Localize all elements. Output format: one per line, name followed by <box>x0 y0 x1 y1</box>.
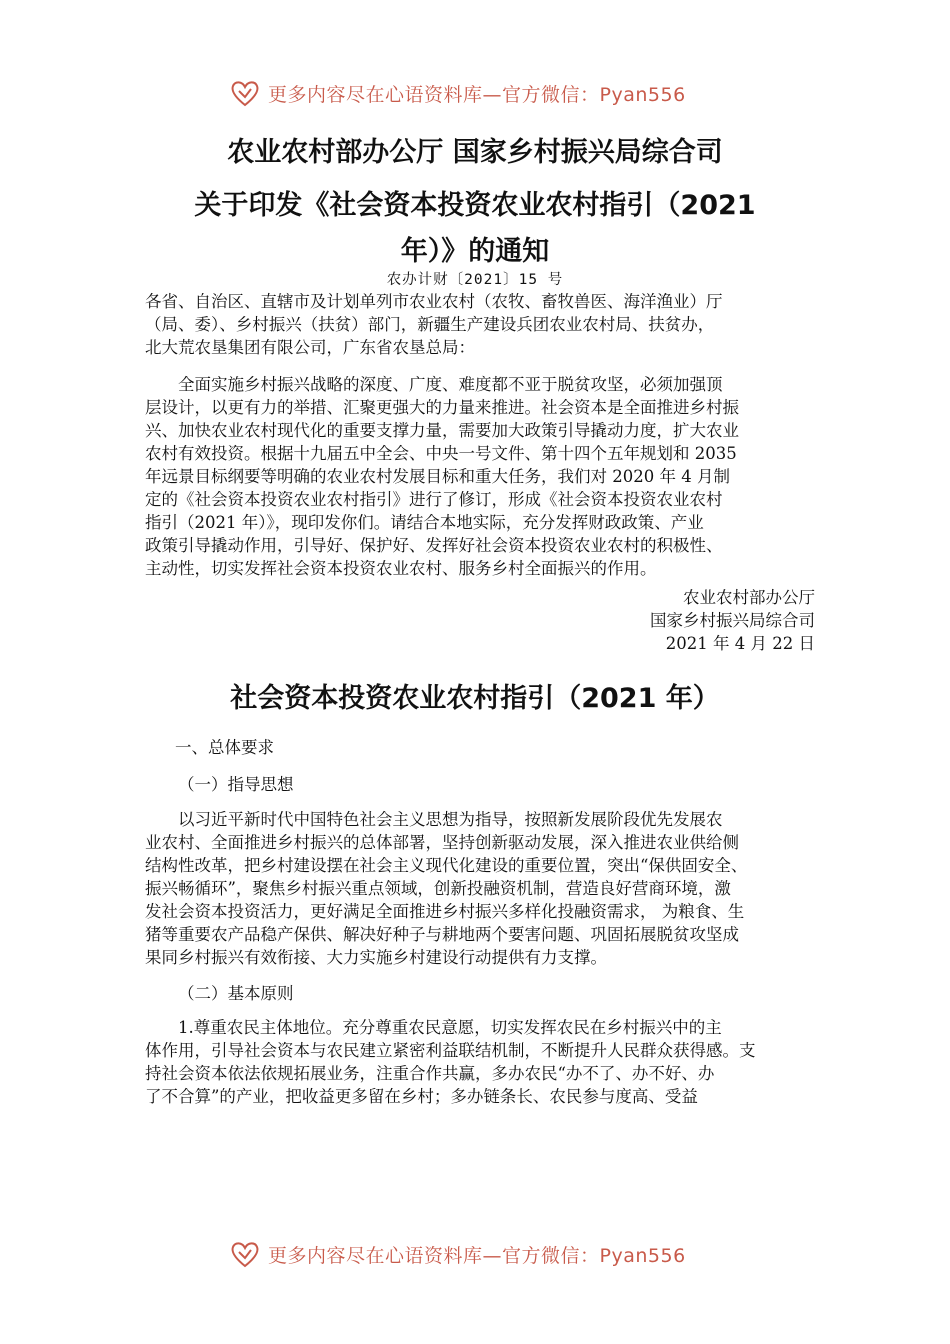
signature-date: 2021 年 4 月 22 日 <box>665 634 815 653</box>
recipients-paragraph <box>145 290 815 359</box>
banner-text: 更多内容尽在心语资料库—官方微信：Pyan556 <box>268 83 686 106</box>
recipients-line: 各省、自治区、直辖市及计划单列市农业农村（农牧、畜牧兽医、海洋渔业）厅 <box>145 292 723 311</box>
guide-title: 社会资本投资农业农村指引（2021 年） <box>230 683 720 714</box>
guide-body-line: 振兴畅循环”，聚焦乡村振兴重点领域，创新投融资机制，营造良好营商环境，激 <box>145 879 731 898</box>
notice-body-line: 年远景目标纲要等明确的农业农村发展目标和重大任务，我们对 2020 年 4 月制 <box>145 467 730 486</box>
guide-body-line: 以习近平新时代中国特色社会主义思想为指导，按照新发展阶段优先发展农 <box>178 810 723 829</box>
subsection-heading: （一）指导思想 <box>178 775 294 794</box>
notice-body-line: 主动性，切实发挥社会资本投资农业农村、服务乡村全面振兴的作用。 <box>145 559 657 578</box>
notice-title-line-1: 农业农村部办公厅 国家乡村振兴局综合司 <box>227 137 723 168</box>
notice-body-line: 兴、加快农业农村现代化的重要支撑力量，需要加大政策引导撬动力度，扩大农业 <box>145 421 739 440</box>
guide-body-line: 业农村、全面推进乡村振兴的总体部署，坚持创新驱动发展，深入推进农业供给侧 <box>145 833 739 852</box>
guide-body-line: 1.尊重农民主体地位。充分尊重农民意愿，切实发挥农民在乡村振兴中的主 <box>178 1018 722 1037</box>
notice-body-line: 层设计，以更有力的举措、汇聚更强大的力量来推进。社会资本是全面推进乡村振 <box>145 398 739 417</box>
notice-body-line: 全面实施乡村振兴战略的深度、广度、难度都不亚于脱贫攻坚，必须加强顶 <box>178 375 723 394</box>
notice-title-line-2: 关于印发《社会资本投资农业农村指引（2021 <box>194 190 756 221</box>
banner-text: 更多内容尽在心语资料库—官方微信：Pyan556 <box>268 1244 686 1267</box>
recipients-line: 北大荒农垦集团有限公司，广东省农垦总局： <box>145 338 475 357</box>
guide-body-line: 猪等重要农产品稳产保供、解决好种子与耕地两个要害问题、巩固拓展脱贫攻坚成 <box>145 925 739 944</box>
heart-logo-icon <box>230 78 260 108</box>
guide-body-line: 结构性改革，把乡村建设摆在社会主义现代化建设的重要位置，突出“保供固安全、 <box>145 856 748 875</box>
section-heading: 一、总体要求 <box>175 738 274 757</box>
guide-body-line: 了不合算”的产业，把收益更多留在乡村；多办链条长、农民参与度高、受益 <box>145 1087 698 1106</box>
notice-body-paragraph <box>145 373 815 580</box>
subsection-heading: （二）基本原则 <box>178 984 294 1003</box>
guiding-ideology-paragraph <box>145 808 815 969</box>
heart-logo-icon <box>230 1239 260 1269</box>
top-banner[interactable] <box>230 76 750 110</box>
notice-title-line-3: 年）》的通知 <box>400 236 550 267</box>
guide-body-line: 发社会资本投资活力，更好满足全面推进乡村振兴多样化投融资需求， 为粮食、生 <box>145 902 745 921</box>
guide-body-line: 体作用，引导社会资本与农民建立紧密利益联结机制，不断提升人民群众获得感。支 <box>145 1041 756 1060</box>
bottom-banner[interactable] <box>230 1237 750 1271</box>
guide-body-line: 持社会资本依法依规拓展业务，注重合作共赢，多办农民“办不了、办不好、办 <box>145 1064 715 1083</box>
recipients-line: （局、委）、乡村振兴（扶贫）部门，新疆生产建设兵团农业农村局、扶贫办， <box>145 315 715 334</box>
signature-block <box>650 586 815 655</box>
notice-body-line: 农村有效投资。根据十九届五中全会、中央一号文件、第十四个五年规划和 2035 <box>145 444 737 463</box>
basic-principles-paragraph <box>145 1016 815 1108</box>
notice-body-line: 政策引导撬动作用，引导好、保护好、发挥好社会资本投资农业农村的积极性、 <box>145 536 723 555</box>
notice-body-line: 指引（2021 年）》，现印发你们。请结合本地实际，充分发挥财政政策、产业 <box>145 513 704 532</box>
notice-body-line: 定的《社会资本投资农业农村指引》进行了修订，形成《社会资本投资农业农村 <box>145 490 723 509</box>
signature-line: 农业农村部办公厅 <box>683 588 815 607</box>
signature-line: 国家乡村振兴局综合司 <box>650 611 815 630</box>
guide-body-line: 果同乡村振兴有效衔接、大力实施乡村建设行动提供有力支撑。 <box>145 948 607 967</box>
document-number: 农办计财〔2021〕15 号 <box>386 272 564 288</box>
